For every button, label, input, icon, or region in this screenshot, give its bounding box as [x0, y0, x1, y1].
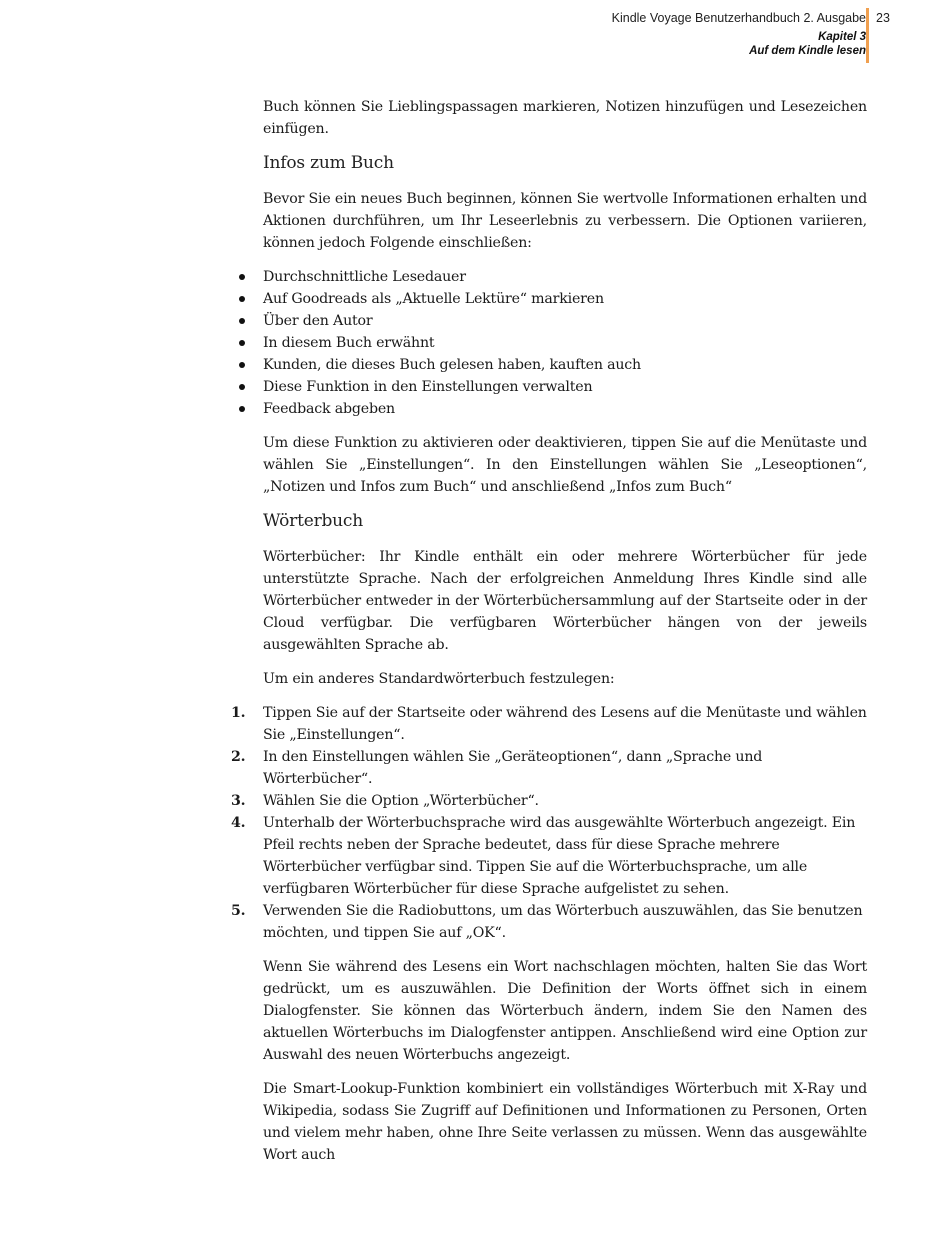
list-item: [231, 812, 867, 900]
header-accent-rule: [866, 8, 869, 63]
chapter-title: Auf dem Kindle lesen: [749, 45, 866, 57]
list-item: Feedback abgeben: [263, 398, 867, 420]
list-item: [231, 746, 867, 790]
list-item: Auf Goodreads als „Aktuelle Lektüre“ markieren: [263, 288, 867, 310]
page-header: [612, 10, 866, 58]
list-item: Diese Funktion in den Einstellungen verwalten: [263, 376, 867, 398]
list-item: [231, 702, 867, 746]
list-item: [231, 790, 867, 812]
list-item: In diesem Buch erwähnt: [263, 332, 867, 354]
woerterbuch-paragraph-4: Die Smart-Lookup-Funktion kombiniert ein vollständiges Wörterbuch mit X-Ray und Wikipedia, sodass Sie Zugriff auf Definitionen und Informationen zu Personen, Orten und vielem mehr haben, ohne Ihre Seite verlassen zu müssen. Wenn das ausgewählte Wort auch: [263, 1081, 867, 1163]
document-title: Kindle Voyage Benutzerhandbuch 2. Ausgabe: [611, 11, 866, 25]
intro-paragraph: Buch können Sie Lieblingspassagen markieren, Notizen hinzufügen und Lesezeichen einfügen.: [263, 99, 867, 137]
woerterbuch-paragraph-1: Wörterbücher: Ihr Kindle enthält ein oder mehrere Wörterbücher für jede unterstützte Sprache. Nach der erfolgreichen Anmeldung Ihres Kindle sind alle Wörterbücher entweder in der Wörterbüchersammlung auf der Startseite oder in der Cloud verfügbar. Die verfügbaren Wörterbücher hängen von der jeweils ausgewählten Sprache ab.: [263, 549, 867, 653]
woerterbuch-paragraph-3: Wenn Sie während des Lesens ein Wort nachschlagen möchten, halten Sie das Wort gedrückt, um es auszuwählen. Die Definition der Worts öffnet sich in einem Dialogfenster. Sie können das Wörterbuch ändern, indem Sie den Namen des aktuellen Wörterbuchs im Dialogfenster antippen. Anschließend wird eine Option zur Auswahl des neuen Wörterbuchs angezeigt.: [263, 959, 867, 1063]
step-text: Unterhalb der Wörterbuchsprache wird das ausgewählte Wörterbuch angezeigt. Ein Pfeil rechts neben der Sprache bedeutet, dass für diese Sprache mehrere Wörterbücher verfügbar sind. Tippen Sie auf die Wörterbuchsprache, um alle verfügbaren Wörterbücher für diese Sprache aufgelistet zu sehen.: [263, 815, 856, 897]
infos-bullet-list: [263, 266, 867, 420]
list-item: Durchschnittliche Lesedauer: [263, 266, 867, 288]
list-item: [231, 900, 867, 944]
step-number: 4.: [231, 815, 246, 831]
step-number: 1.: [231, 705, 246, 721]
woerterbuch-paragraph-2: Um ein anderes Standardwörterbuch festzulegen:: [263, 671, 615, 687]
step-text: Verwenden Sie die Radiobuttons, um das Wörterbuch auszuwählen, das Sie benutzen möchten, und tippen Sie auf „OK“.: [263, 903, 863, 941]
page-number: 23: [876, 11, 890, 25]
chapter-label: Kapitel 3: [818, 31, 866, 43]
page-body: [231, 96, 867, 1178]
section-heading-infos: Infos zum Buch: [263, 153, 394, 173]
step-text: Wählen Sie die Option „Wörterbücher“.: [263, 793, 539, 809]
infos-paragraph: Bevor Sie ein neues Buch beginnen, können Sie wertvolle Informationen erhalten und Aktionen durchführen, um Ihr Leseerlebnis zu verbessern. Die Optionen variieren, können jedoch Folgende einschließen:: [263, 191, 867, 251]
step-number: 5.: [231, 903, 246, 919]
list-item: Über den Autor: [263, 310, 867, 332]
section-heading-woerterbuch: Wörterbuch: [263, 511, 364, 531]
list-item: Kunden, die dieses Buch gelesen haben, kauften auch: [263, 354, 867, 376]
infos-activation-paragraph: Um diese Funktion zu aktivieren oder deaktivieren, tippen Sie auf die Menütaste und wählen Sie „Einstellungen“. In den Einstellungen wählen Sie „Leseoptionen“, „Notizen und Infos zum Buch“ und anschließend „Infos zum Buch“: [263, 435, 867, 495]
step-text: In den Einstellungen wählen Sie „Geräteoptionen“, dann „Sprache und Wörterbücher“.: [263, 749, 763, 787]
step-text: Tippen Sie auf der Startseite oder während des Lesens auf die Menütaste und wählen Sie „Einstellungen“.: [263, 705, 867, 743]
woerterbuch-steps-list: [231, 702, 867, 944]
step-number: 2.: [231, 749, 246, 765]
step-number: 3.: [231, 793, 246, 809]
